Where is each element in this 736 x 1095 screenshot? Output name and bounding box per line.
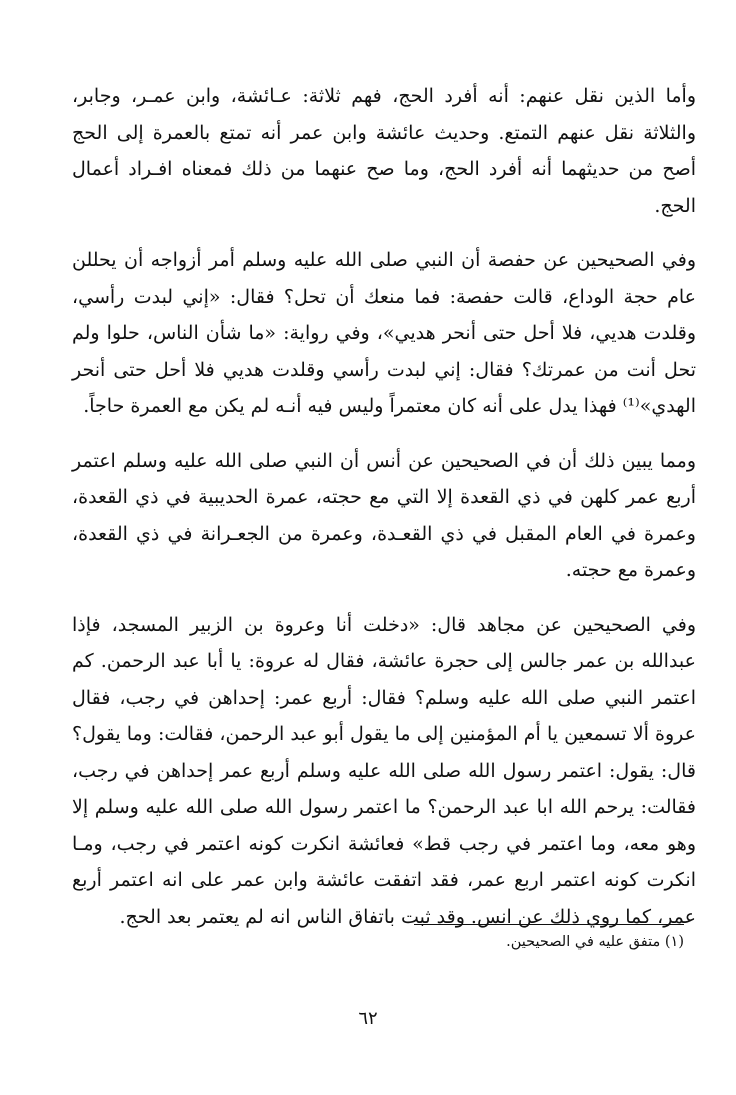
page-number: ٦٢ [358, 1008, 378, 1029]
paragraph-4: وفي الصحيحين عن مجاهد قال: «دخلت أنا وعروة بن الزبير المسجد، فإذا عبدالله بن عمر جالس إلى حجرة عائشة، فقال له عروة: يا أبا عبد الرحمن. كم اعتمر النبي صلى الله عليه وسلم؟ فقال: أربع عمر: إحداهن في رجب، فقال عروة ألا تسمعين يا أم المؤمنين إلى ما يقول أبو عبد الرحمن، فقالت: وما يقول؟ قال: يقول: اعتمر رسول الله صلى الله عليه وسلم أربع عمر إحداهن في رجب، فقالت: يرحم الله ابا عبد الرحمن؟ ما اعتمر رسول الله صلى الله عليه وسلم إلا وهو معه، وما اعتمر في رجب قط» فعائشة انكرت كونه اعتمر في رجب، ومـا انكرت كونه اعتمر اربع عمر، فقد اتفقت عائشة وابن عمر على انه اعتمر أربع عمر، كما روي ذلك عن انس. وقد ثبت باتفاق الناس انه لم يعتمر بعد الحج. [72, 613, 696, 928]
paragraph-2: وفي الصحيحين عن حفصة أن النبي صلى الله عليه وسلم أمر أزواجه أن يحللن عام حجة الوداع، قالت حفصة: فما منعك أن تحل؟ فقال: «إني لبدت رأسي، وقلدت هديي، فلا أحل حتى أنحر هديي»، وفي رواية: «ما شأن الناس، حلوا ولم تحل أنت من عمرتك؟ فقال: إني لبدت رأسي وقلدت هديي فلا أحل حتى أنحر الهدي»⁽¹⁾ فهذا يدل على أنه كان معتمراً وليس فيه أنـه لم يكن مع العمرة حاجاً. [72, 249, 696, 417]
paragraph-1: وأما الذين نقل عنهم: أنه أفرد الحج، فهم ثلاثة: عـائشة، وابن عمـر، وجابر، والثلاثة نقل عنهم التمتع. وحديث عائشة وابن عمر أنه تمتع بالعمرة إلى الحج أصح من حديثهما أنه أفرد الحج، وما صح عنهما من ذلك فمعناه افـراد أعمال الحج. [72, 85, 696, 217]
footnote-divider [414, 924, 684, 925]
page-body [72, 78, 696, 935]
paragraph-3: ومما يبين ذلك أن في الصحيحين عن أنس أن النبي صلى الله عليه وسلم اعتمر أربع عمر كلهن في ذي القعدة إلا التي مع حجته، عمرة الحديبية في ذي القعدة، وعمرة في العام المقبل في ذي القعـدة، وعمرة من الجعـرانة في ذي القعدة، وعمرة مع حجته. [72, 449, 696, 581]
footnote: (١) متفق عليه في الصحيحين. [506, 934, 684, 950]
